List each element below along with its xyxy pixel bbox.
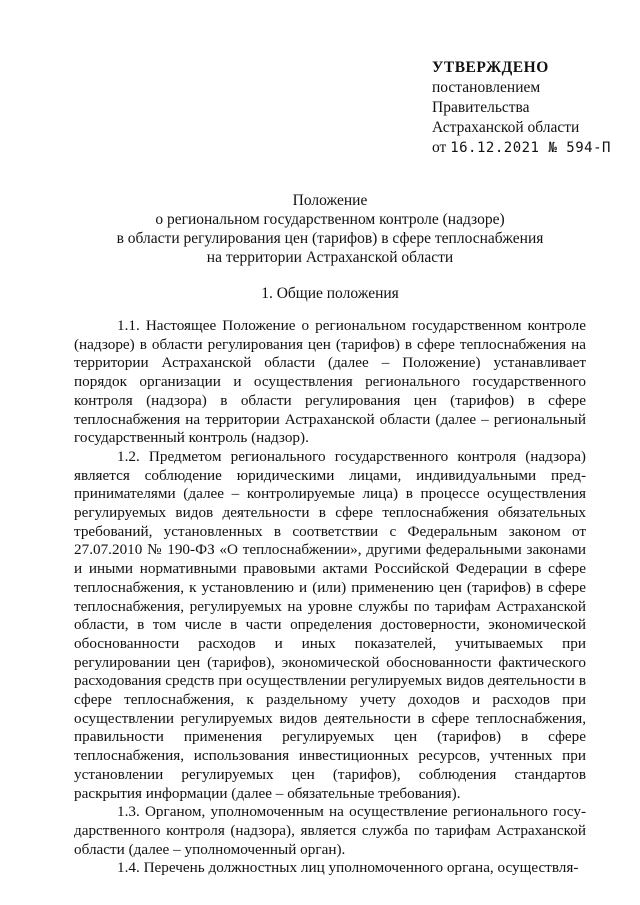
paragraph-1-1: 1.1. Настоящее Положение о региональном государственном контроле (надзоре) в области регулирования цен (тарифов) в сфере теплоснабжения на территории Астраханской области (далее – Положение) устанавливает порядок организации и осуществления регионального государственного контроля (надзора) в области регулирования цен (тарифов) в сфере теплоснабжения на территории Астраханской области (далее – региональный государственный контроль (надзор). [74,317,586,447]
approval-date-prefix: от [432,139,447,156]
document-title-line-3: в области регулирования цен (тарифов) в сфере теплоснабжения [116,230,544,247]
paragraph-1-3: 1.3. Органом, уполномоченным на осуществление регионального государственного контроля (надзора), является служба по тарифам Астраханской области (далее – уполномоченный орган). [74,803,586,858]
section-heading: 1. Общие положения [261,285,399,302]
approval-date-stamp: 16.12.2021 № 594-П [450,140,611,156]
paragraph-1-4: 1.4. Перечень должностных лиц уполномоченного органа, осуществля- [117,859,579,877]
approval-title: УТВЕРЖДЕНО [432,59,549,76]
approval-line-2: Правительства [432,99,530,116]
approval-block [432,58,611,158]
document-body [74,317,586,878]
document-title-line-4: на территории Астраханской области [206,249,454,266]
document-title-line-1: Положение [292,192,368,209]
approval-date-line [432,138,611,158]
document-title [70,191,590,267]
approval-line-1: постановлением [432,79,541,96]
paragraph-1-2: 1.2. Предметом регионального государственного контроля (надзора) является соблюдение юридическими лицами, индивидуальными предпринимателями (далее – контролируемые лица) в процессе осуществления регулируемых видов деятельности в сфере теплоснабжения обязательных требований, установленных в соответствии с Федеральным законом от 27.07.2010 № 190-ФЗ «О теплоснабжении», другими федеральными законами и иными нормативными правовыми актами Российской Федерации в сфере теплоснабжения, к установлению и (или) применению цен (тарифов) в сфере теплоснабжения, регулируемых на уровне службы по тарифам Астраханской области, в том числе в части определения достоверности, экономической обоснованности расходов и иных показателей, учитываемых при регулировании цен (тарифов), экономической обоснованности фактического расходования средств при осуществлении регулируемых видов деятельности в сфере теплоснабжения, к раздельному учету доходов и расходов при осуществлении регулируемых видов деятельности в сфере теплоснабжения, правильности применения регулируемых цен (тарифов) в сфере теплоснабжения, использования инвестиционных ресурсов, учтенных при установлении регулируемых цен (тарифов), соблюдения стандартов раскрытия информации (далее – обязательные требования). [74,447,586,802]
approval-line-3: Астраханской области [432,119,580,136]
document-title-line-2: о региональном государственном контроле (надзоре) [155,211,505,228]
